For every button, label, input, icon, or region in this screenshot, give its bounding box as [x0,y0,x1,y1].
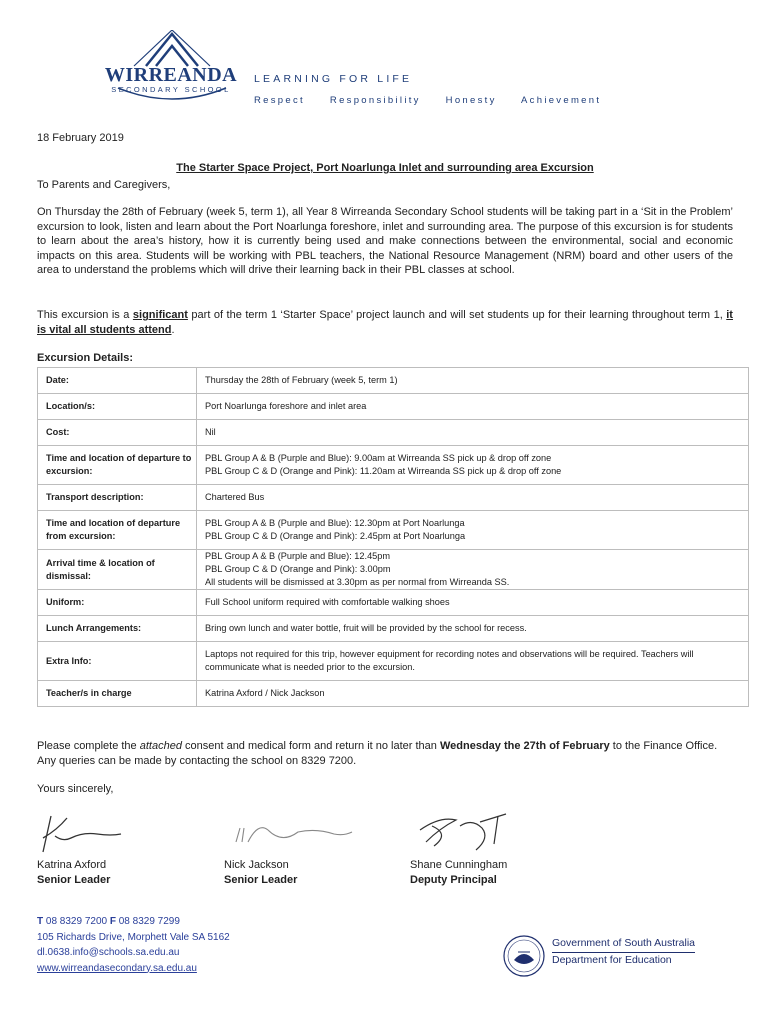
signatory-3 [410,858,507,888]
details-value [197,616,749,642]
details-row [38,394,749,420]
school-subtitle: SECONDARY SCHOOL [111,85,231,94]
details-label: Time and location of departure to excursion: [38,446,197,485]
signatory-name: Katrina Axford [37,859,107,871]
value-respect: Respect [254,95,305,106]
details-value-line: PBL Group C & D (Orange and Pink): 3.00pm [205,564,391,574]
closing-text-1: Please complete the [37,740,140,752]
signatory-role: Senior Leader [37,874,111,886]
signature-jackson [228,808,358,858]
details-value [197,394,749,420]
details-row [38,511,749,550]
signatory-name: Nick Jackson [224,859,289,871]
details-value [197,420,749,446]
p2-emphasis-attend: it is vital all students attend [37,309,733,336]
value-honesty: Honesty [445,95,497,106]
details-label: Arrival time & location of dismissal: [38,550,197,590]
p2-text-1: This excursion is a [37,309,133,321]
details-label: Location/s: [38,394,197,420]
details-value [197,446,749,485]
phone-number: 08 8329 7200 [45,916,108,927]
details-value-line: PBL Group C & D (Orange and Pink): 11.20am at Wirreanda SS pick up & drop off zone [205,466,562,476]
address: 105 Richards Drive, Morphett Vale SA 5162 [37,931,230,943]
contact-block [37,914,230,976]
details-row [38,642,749,681]
value-achievement: Achievement [521,95,602,106]
details-row [38,446,749,485]
details-value-line: Laptops not required for this trip, however equipment for recording notes and observations will be required. Teachers will communicate what is needed prior to the excursion. [205,649,694,672]
details-value-line: All students will be dismissed at 3.30pm as per normal from Wirreanda SS. [205,577,510,587]
details-value-line: Chartered Bus [205,492,265,502]
school-values [254,95,621,106]
paragraph-closing [37,739,737,768]
email[interactable]: dl.0638.info@schools.sa.edu.au [37,947,180,958]
details-row [38,420,749,446]
fax-number: 08 8329 7299 [118,916,180,927]
details-value [197,550,749,590]
paragraph-importance [37,308,733,337]
excursion-details-table [37,367,749,707]
details-label: Extra Info: [38,642,197,681]
phone-fax-line [37,914,230,930]
details-value [197,590,749,616]
department-name: Department for Education [552,954,672,966]
government-wordmark [552,936,695,968]
details-value-line: PBL Group A & B (Purple and Blue): 9.00am at Wirreanda SS pick up & drop off zone [205,453,552,463]
details-value-line: Bring own lunch and water bottle, fruit will be provided by the school for recess. [205,623,527,633]
closing-text-3: to the Finance Office. Any queries can be made by contacting the school on 8329 7200. [37,740,718,767]
government-name: Government of South Australia [552,936,695,953]
signatory-role: Deputy Principal [410,874,497,886]
website-link[interactable]: www.wirreandasecondary.sa.edu.au [37,962,197,974]
signature-axford [37,808,127,858]
school-name: WIRREANDA [104,64,238,86]
details-value-line: Full School uniform required with comfortable walking shoes [205,597,450,607]
details-row [38,485,749,511]
p2-text-3: . [171,323,175,336]
details-value-line: PBL Group C & D (Orange and Pink): 2.45pm at Port Noarlunga [205,531,466,541]
signature-cunningham [410,808,510,858]
details-value-line: Port Noarlunga foreshore and inlet area [205,401,367,411]
paragraph-intro: On Thursday the 28th of February (week 5, term 1), all Year 8 Wirreanda Secondary School students will be taking part in a ‘Sit in the Problem’ excursion to look, listen and learn about the Port Noarlunga foreshore, inlet and surrounding area. The purpose of this excursion is for students to learn about the area’s history, how it is currently being used and make connections between the environmental, social and economic impacts on this area. Students will be working with PBL teachers, the National Resource Management (NRM) board and other users of the area to understand the problems which will drive their learning back in their PBL classes at school. [37,206,733,276]
details-value-line: PBL Group A & B (Purple and Blue): 12.45pm [205,551,391,561]
signatory-name: Shane Cunningham [410,859,508,871]
details-value [197,681,749,707]
signatory-1 [37,858,110,888]
p2-text-2: part of the term 1 ‘Starter Space’ project launch and will set students up for their learning throughout term 1, [187,309,727,321]
closing-attached: attached [139,740,182,752]
details-heading: Excursion Details: [37,352,133,364]
details-row [38,550,749,590]
details-row [38,681,749,707]
details-label: Lunch Arrangements: [38,616,197,642]
letter-date: 18 February 2019 [37,132,124,144]
details-value-line: Thursday the 28th of February (week 5, term 1) [205,375,398,385]
details-value-line: PBL Group A & B (Purple and Blue): 12.30pm at Port Noarlunga [205,518,465,528]
details-label: Transport description: [38,485,197,511]
greeting: To Parents and Caregivers, [37,179,171,191]
value-responsibility: Responsibility [329,95,421,106]
details-value [197,642,749,681]
letter-title: The Starter Space Project, Port Noarlunga Inlet and surrounding area Excursion [176,162,594,174]
details-value-line: Nil [205,427,216,437]
phone-label: T [37,916,44,927]
details-row [38,368,749,394]
details-row [38,616,749,642]
details-value [197,511,749,550]
details-value [197,485,749,511]
details-row [38,590,749,616]
details-label: Teacher/s in charge [38,681,197,707]
details-label: Uniform: [38,590,197,616]
closing-deadline: Wednesday the 27th of February [439,740,610,752]
signoff: Yours sincerely, [37,783,114,795]
signatory-role: Senior Leader [224,874,298,886]
school-motto: LEARNING FOR LIFE [254,73,413,85]
details-value [197,368,749,394]
p2-emphasis-significant: significant [132,309,188,321]
details-label: Time and location of departure from excursion: [38,511,197,550]
closing-text-2: consent and medical form and return it no later than [181,740,440,752]
signatory-2 [224,858,297,888]
details-label: Cost: [38,420,197,446]
details-label: Date: [38,368,197,394]
details-value-line: Katrina Axford / Nick Jackson [205,688,325,698]
fax-label: F [109,916,116,927]
